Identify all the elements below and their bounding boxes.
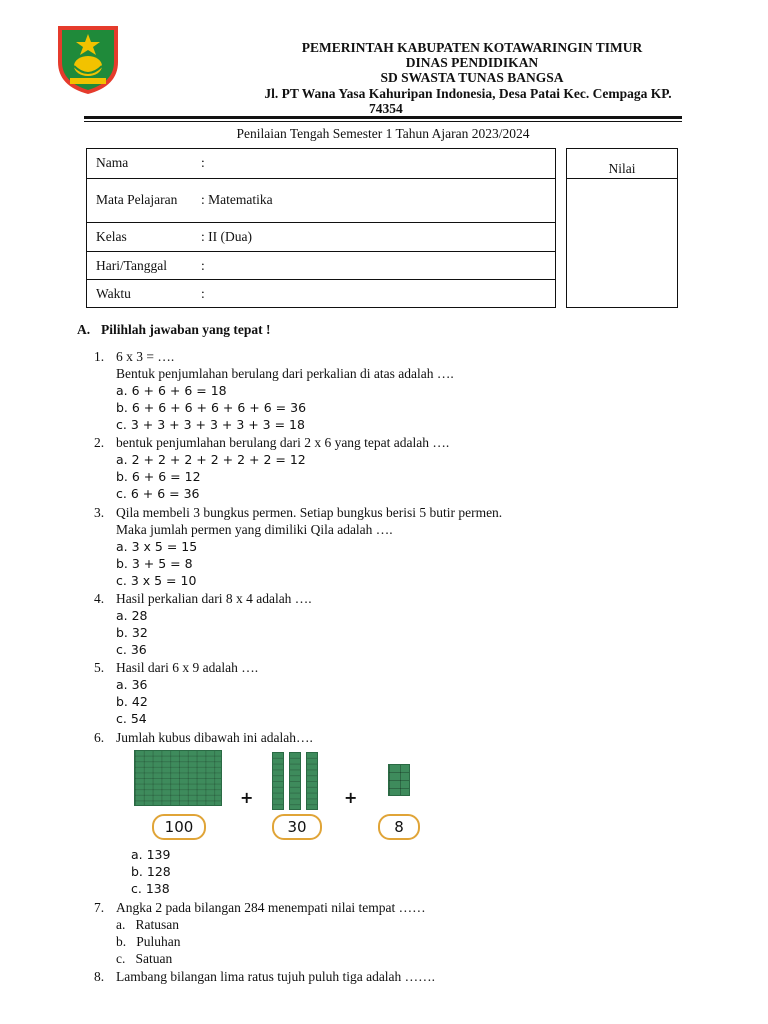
question-number: 8.	[94, 969, 105, 984]
answer-option[interactable]: c. 54	[116, 711, 147, 726]
score-box-label: Nilai	[608, 161, 636, 176]
identity-label: Mata Pelajaran	[96, 192, 178, 207]
question-number: 3.	[94, 505, 105, 520]
section-marker: A.	[77, 322, 91, 337]
ten-rod-block	[289, 752, 301, 810]
identity-value[interactable]: :	[201, 258, 205, 273]
answer-option[interactable]: c. 3 + 3 + 3 + 3 + 3 + 3 = 18	[116, 417, 305, 432]
header-divider-thin	[84, 121, 682, 122]
header-school: SD SWASTA TUNAS BANGSA	[380, 70, 564, 85]
exam-title: Penilaian Tengah Semester 1 Tahun Ajaran 2023/2024	[236, 126, 530, 141]
answer-option[interactable]: b. 42	[116, 694, 148, 709]
answer-option[interactable]: c. Satuan	[116, 951, 173, 966]
header-government: PEMERINTAH KABUPATEN KOTAWARINGIN TIMUR	[301, 40, 643, 55]
answer-option[interactable]: c. 138	[131, 881, 170, 896]
score-box[interactable]	[566, 148, 678, 308]
identity-row-date	[87, 252, 555, 280]
identity-row-subject	[87, 179, 555, 223]
answer-option[interactable]: a. 28	[116, 608, 148, 623]
ones-count-label: 8	[378, 814, 420, 840]
identity-label: Nama	[96, 155, 129, 170]
answer-option[interactable]: a. 2 + 2 + 2 + 2 + 2 + 2 = 12	[116, 452, 306, 467]
question-number: 4.	[94, 591, 105, 606]
answer-option[interactable]: c. 6 + 6 = 36	[116, 486, 200, 501]
ten-rod-block	[306, 752, 318, 810]
identity-row-time	[87, 280, 555, 307]
section-title: Pilihlah jawaban yang tepat !	[101, 322, 271, 337]
unit-cubes-block	[388, 764, 410, 796]
question-number: 2.	[94, 435, 105, 450]
identity-value[interactable]: : II (Dua)	[201, 229, 252, 244]
header-postcode: 74354	[369, 101, 403, 116]
question-number: 5.	[94, 660, 105, 675]
answer-option[interactable]: b. 32	[116, 625, 148, 640]
question-text: Qila membeli 3 bungkus permen. Setiap bungkus berisi 5 butir permen.	[116, 505, 503, 520]
answer-option[interactable]: a. Ratusan	[116, 917, 179, 932]
answer-option[interactable]: b. 3 + 5 = 8	[116, 556, 193, 571]
answer-option[interactable]: c. 36	[116, 642, 147, 657]
question-text: Lambang bilangan lima ratus tujuh puluh tiga adalah …….	[116, 969, 436, 984]
tens-count-label: 30	[272, 814, 322, 840]
student-identity-table	[86, 148, 556, 308]
question-text: Jumlah kubus dibawah ini adalah….	[116, 730, 313, 745]
question-text: Maka jumlah permen yang dimiliki Qila adalah ….	[116, 522, 393, 537]
identity-row-class	[87, 223, 555, 252]
plus-sign: +	[344, 788, 358, 807]
header-divider	[84, 116, 682, 119]
hundred-flat-block	[134, 750, 222, 806]
question-text: Hasil perkalian dari 8 x 4 adalah ….	[116, 591, 312, 606]
question-text: Hasil dari 6 x 9 adalah ….	[116, 660, 259, 675]
answer-option[interactable]: a. 139	[131, 847, 171, 862]
question-text: 6 x 3 = ….	[116, 349, 175, 364]
question-text: bentuk penjumlahan berulang dari 2 x 6 yang tepat adalah ….	[116, 435, 450, 450]
identity-label: Hari/Tanggal	[96, 258, 168, 273]
question-number: 1.	[94, 349, 105, 364]
answer-option[interactable]: a. 36	[116, 677, 148, 692]
identity-value[interactable]: :	[201, 155, 205, 170]
identity-value[interactable]: :	[201, 286, 205, 301]
identity-label: Kelas	[96, 229, 127, 244]
answer-option[interactable]: b. Puluhan	[116, 934, 181, 949]
base-ten-blocks-figure	[130, 748, 430, 842]
question-text: Angka 2 pada bilangan 284 menempati nilai tempat ……	[116, 900, 426, 915]
hundreds-count-label: 100	[152, 814, 206, 840]
header-address: Jl. PT Wana Yasa Kahuripan Indonesia, Desa Patai Kec. Cempaga KP.	[264, 86, 672, 101]
answer-option[interactable]: b. 128	[131, 864, 171, 879]
identity-row-name	[87, 149, 555, 179]
identity-value[interactable]: : Matematika	[201, 192, 273, 207]
header-agency: DINAS PENDIDIKAN	[405, 55, 539, 70]
question-text: Bentuk penjumlahan berulang dari perkalian di atas adalah ….	[116, 366, 454, 381]
answer-option[interactable]: c. 3 x 5 = 10	[116, 573, 197, 588]
answer-option[interactable]: a. 6 + 6 + 6 = 18	[116, 383, 227, 398]
ten-rod-block	[272, 752, 284, 810]
answer-option[interactable]: b. 6 + 6 + 6 + 6 + 6 + 6 = 36	[116, 400, 307, 415]
answer-option[interactable]: a. 3 x 5 = 15	[116, 539, 198, 554]
answer-option[interactable]: b. 6 + 6 = 12	[116, 469, 201, 484]
question-number: 7.	[94, 900, 105, 915]
question-number: 6.	[94, 730, 105, 745]
plus-sign: +	[240, 788, 254, 807]
regency-emblem-icon	[50, 20, 126, 96]
identity-label: Waktu	[96, 286, 131, 301]
